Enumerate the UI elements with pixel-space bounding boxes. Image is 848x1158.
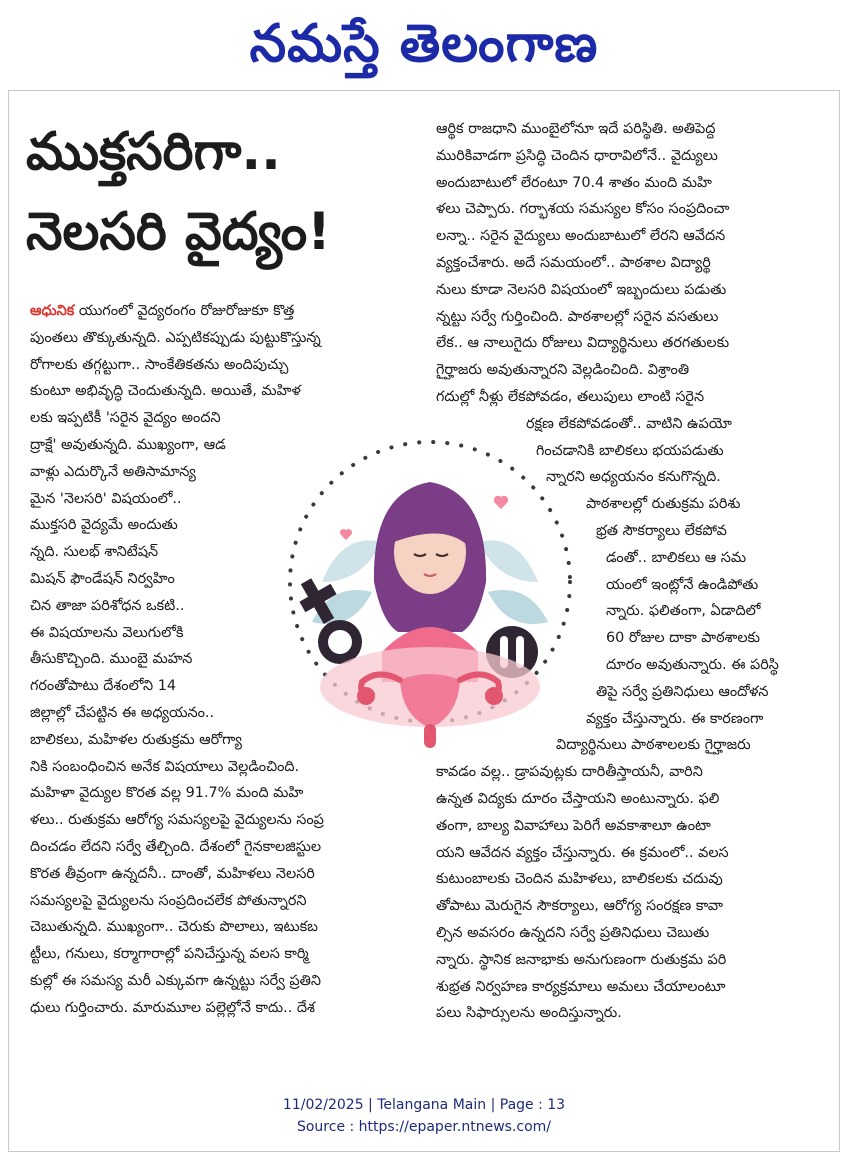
article-line-text: యుగంలో వైద్యరంగం రోజురోజుకూ కొత్త [74, 303, 295, 319]
article-line: వాళ్లు ఎదుర్కొనే అతిసామాన్య [30, 463, 196, 480]
uterus-icon [320, 647, 540, 748]
article-line: పలు సిఫార్సులను అందిస్తున్నారు. [436, 1005, 622, 1022]
article-line: కొరత తీవ్రంగా ఉన్నదనీ.. దాంతో, మహిళలు నెలసరి [30, 865, 315, 882]
article-line: చిన తాజా పరిశోధన ఒకటి.. [30, 597, 185, 614]
article-line: యంలో ఇంట్లోనే ఉండిపోతు [606, 576, 759, 593]
article-line: ట్టీలు, గనులు, కర్మాగారాల్లో పనిచేస్తున్న వలస కార్మి [30, 946, 309, 963]
article-line: బాలికలు, మహిళల రుతుక్రమ ఆరోగ్యా [30, 731, 243, 748]
article-line: రోగాలకు తగ్గట్టుగా.. సాంకేతికతను అందిపుచ్చు [30, 356, 289, 373]
headline-line-1: ముక్తసరిగా.. [26, 122, 281, 182]
article-line: పాఠశాలల్లో రుతుక్రమ పరిశు [586, 496, 741, 513]
article-line: ఉన్నత విద్యకు దూరం చేస్తాయని అంటున్నారు. ఫలి [436, 790, 720, 807]
article-line: గదుల్లో నీళ్లు లేకపోవడం, తలుపులు లాంటి సరైన [436, 388, 705, 405]
article-line: లన్నా.. సరైన వైద్యులు అందుబాటులో లేరని ఆవేదన [436, 228, 726, 245]
article-line: తిపై సర్వే ప్రతినిధులు ఆందోళన [596, 683, 769, 700]
article-line: దూరం అవుతున్నారు. ఈ పరిస్థి [606, 656, 779, 673]
headline-line-2: నెలసరి వైద్యం! [26, 202, 331, 262]
article-line: జిల్లాల్లో చేపట్టిన ఈ అధ్యయనం.. [30, 704, 215, 721]
lead-word: ఆధునిక [30, 303, 75, 319]
article-line: నికి సంబంధించిన అనేక విషయాలు వెల్లడించింది. [30, 758, 300, 775]
article-line: న్నారు. స్థానిక జనాభాకు అనుగుణంగా రుతుక్రమ పరి [436, 951, 727, 968]
footer-source: Source : https://epaper.ntnews.com/ [296, 1119, 552, 1135]
article-line: తోపాటు మెరుగైన సౌకర్యాలు, ఆరోగ్య సంరక్షణ కావా [436, 898, 723, 915]
article-line: భ్రత సౌకర్యాలు లేకపోవ [596, 522, 727, 539]
article-line: ద్రాక్షే' అవుతున్నది. ముఖ్యంగా, ఆడ [30, 436, 226, 453]
article-line: కుల్లో ఈ సమస్య మరీ ఎక్కువగా ఉన్నట్టు సర్వే ప్రతిని [30, 972, 321, 989]
article-line: న్నది. సులభ్ శానిటేషన్ [30, 544, 159, 561]
article-line: రక్షణ లేకపోవడంతో.. వాటిని ఉపయో [526, 415, 732, 432]
article-line: మహిళా వైద్యుల కొరత వల్ల 91.7% మంది మహి [30, 785, 304, 802]
article-line: తీసుకొచ్చింది. ముంబై మహన [30, 651, 193, 668]
article-line: కుటుంబాలకు చెందిన మహిళలు, బాలికలకు చదువు [436, 871, 723, 888]
headline [26, 112, 426, 272]
article-line: పుంతలు తొక్కుతున్నది. ఎప్పటికప్పుడు పుట్టుకొస్తున్న [30, 329, 321, 346]
article-line: 60 రోజుల దాకా పాఠశాలకు [606, 630, 761, 647]
article-line: వ్యక్తంచేశారు. అదే సమయంలో.. పాఠశాల విద్యార్థి [436, 254, 711, 271]
article-line: ళలు.. రుతుక్రమ ఆరోగ్య సమస్యలపై వైద్యులను సంప్ర [30, 812, 324, 829]
article-line: తంగా, బాల్య వివాహాలు పెరిగే అవకాశాలూ ఉంటా [436, 817, 711, 834]
article-line: లేక.. ఆ నాలుగైదు రోజులు విద్యార్థినులు తరగతులకు [436, 335, 730, 352]
article-line: గరంతోపాటు దేశంలోని 14 [30, 678, 177, 695]
article-line: గించడానికి బాలికలు భయపడుతు [536, 442, 724, 459]
menstrual-health-illustration [282, 432, 578, 762]
article-line: మిషన్ ఫౌండేషన్ నిర్వహిం [30, 570, 175, 587]
article-line: ఈ విషయాలను వెలుగులోకి [30, 624, 184, 641]
article-line: దించడం లేదని సర్వే తేల్చింది. దేశంలో గైనకాలజిస్టుల [30, 838, 322, 855]
article-line: చెబుతున్నది. ముఖ్యంగా.. చెరుకు పొలాలు, ఇటుకబ [30, 919, 318, 936]
article-line: యని ఆవేదన వ్యక్తం చేస్తున్నారు. ఈ క్రమంలో.. వలస [436, 844, 729, 861]
article-line: ధులు గుర్తించారు. మారుమూల పల్లెల్లోనే కాదు.. దేశ [30, 999, 315, 1016]
article-line [30, 298, 410, 325]
article-line: అందుబాటులో లేరంటూ 70.4 శాతం మంది మహి [436, 174, 712, 191]
footer-edition-info: 11/02/2025 | Telangana Main | Page : 13 [282, 1097, 566, 1113]
article-line: లకు ఇప్పటికీ 'సరైన వైద్యం అందని [30, 410, 221, 427]
leaf-decoration-right [478, 540, 548, 624]
article-line: కుంటూ అభివృద్ధి చెందుతున్నది. అయితే, మహిళ [30, 383, 301, 400]
article-line: న్నారు. ఫలితంగా, ఏడాదిలో [606, 603, 761, 620]
article-line: న్నారని అధ్యయనం కనుగొన్నది. [546, 469, 721, 486]
article-line: మైన 'నెలసరి' విషయంలో.. [30, 490, 182, 507]
article-line: శుభ్రత నిర్వహణ కార్యక్రమాలు అమలు చేయాలంటూ [436, 978, 726, 995]
article-line: ళలు చెప్పారు. గర్భాశయ సమస్యల కోసం సంప్రదించా [436, 201, 730, 218]
article-line: మురికివాడగా ప్రసిద్ధి చెందిన ధారావిలోనే.. వైద్యులు [436, 147, 718, 164]
article-line: వ్యక్తం చేస్తున్నారు. ఈ కారణంగా [586, 710, 764, 727]
masthead-title: నమస్తే తెలంగాణ [249, 13, 599, 74]
article-line: కావడం వల్ల.. డ్రాపవుట్లకు దారితీస్తాయనీ, వారిని [436, 764, 703, 781]
article-line: డంతో.. బాలికలు ఆ సమ [606, 549, 747, 566]
article-line: నులు కూడా నెలసరి విషయంలో ఇబ్బందులు పడుతు [436, 281, 727, 298]
article-line: సమస్యలపై వైద్యులను సంప్రదించలేక పోతున్నారని [30, 892, 307, 909]
article-line: గైర్హాజరు అవుతున్నారని వెల్లడించింది. విశ్రాంతి [436, 362, 690, 379]
article-line: ముక్తసరి వైద్యమే అందుతు [30, 517, 178, 534]
article-line: ఆర్థిక రాజధాని ముంబైలోనూ ఇదే పరిస్థితి. అతిపెద్ద [436, 121, 716, 137]
article-line: విద్యార్థినులు పాఠశాలలకు గైర్హాజరు [556, 737, 751, 754]
article-line: న్నట్టు సర్వే గుర్తించింది. పాఠశాలల్లో సరైన వసతులు [436, 308, 719, 325]
article-line: ల్సిన అవసరం ఉన్నదని సర్వే ప్రతినిధులు చెబుతు [436, 924, 710, 941]
